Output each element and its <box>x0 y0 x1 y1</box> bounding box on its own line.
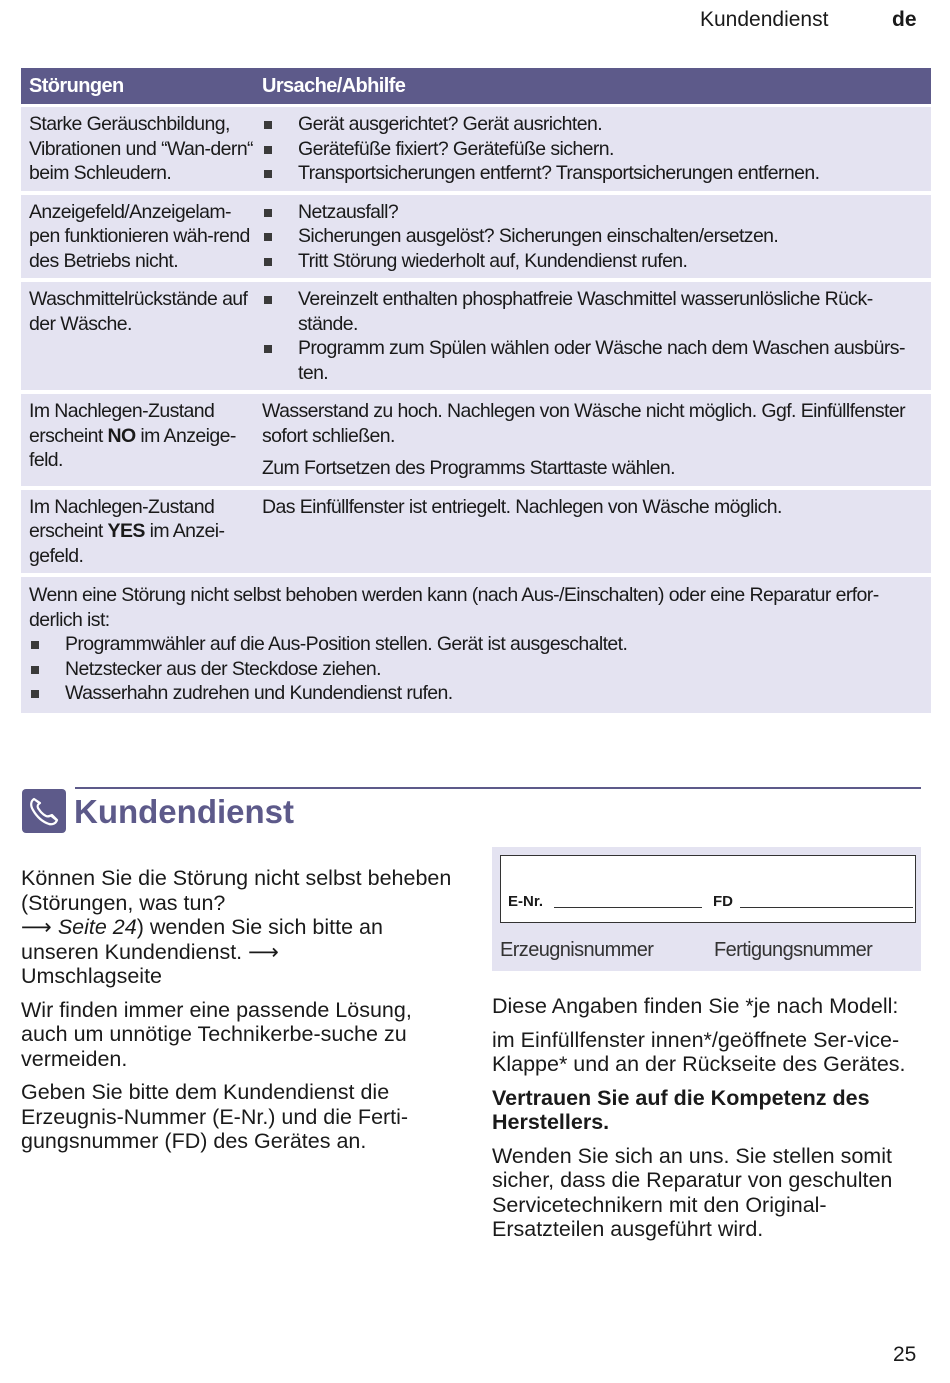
solution-paragraph: Wir finden immer eine passende Lösung, auch um unnötige Technikerbe-suche zu vermeiden. <box>21 997 412 1071</box>
table-header <box>21 68 931 104</box>
phone-icon <box>22 789 66 833</box>
product-number-caption: Erzeugnisnummer <box>500 939 654 961</box>
bullet-square-icon <box>262 112 298 137</box>
table-row <box>21 107 931 191</box>
bullet-square-icon <box>262 200 298 225</box>
table-header-problems: Störungen <box>29 74 124 97</box>
bullet-square-icon <box>262 249 298 274</box>
remedy-cell <box>262 287 931 385</box>
remedy-bullet: Netzausfall? <box>262 200 923 225</box>
troubleshooting-table <box>21 68 931 713</box>
problem-cell: Im Nachlegen-Zustand erscheint YES im Anzei-gefeld. <box>29 495 225 567</box>
footer-bullet: Netzstecker aus der Steckdose ziehen. <box>29 657 923 682</box>
numbers-paragraph: Geben Sie bitte dem Kundendienst die Erzeugnis-Nummer (E-Nr.) und die Ferti-gungsnummer (FD) des Gerätes an. <box>21 1080 409 1153</box>
remedy-bullet: Vereinzelt enthalten phosphatfreie Waschmittel wasserunlösliche Rück-stände. <box>262 287 923 336</box>
table-row <box>21 490 931 574</box>
left-column <box>21 866 461 1163</box>
problem-cell: Im Nachlegen-Zustand erscheint NO im Anzeige-feld. <box>29 400 236 471</box>
bullet-square-icon <box>262 287 298 336</box>
remedy-cell <box>262 112 931 186</box>
bullet-square-icon <box>29 657 65 682</box>
table-footer-note <box>21 577 931 713</box>
display-code-no: NO <box>107 424 136 447</box>
bullet-square-icon <box>262 161 298 186</box>
bullet-square-icon <box>262 137 298 162</box>
remedy-paragraph: Zum Fortsetzen des Programms Starttaste wählen. <box>262 457 675 479</box>
enr-line <box>554 907 702 908</box>
page-number: 25 <box>893 1343 917 1366</box>
section-rule <box>75 787 921 789</box>
table-row <box>21 394 931 486</box>
remedy-bullet: Tritt Störung wiederholt auf, Kundendienst rufen. <box>262 249 923 274</box>
problem-cell: Anzeigefeld/Anzeigelam-pen funktionieren wäh-rend des Betriebs nicht. <box>29 200 250 272</box>
remedy-cell <box>262 200 931 274</box>
remedy-bullet: Gerätefüße fixiert? Gerätefüße sichern. <box>262 137 923 162</box>
contact-paragraph: Wenden Sie sich an uns. Sie stellen somit sicher, dass die Reparatur von geschulten Servicetechnikern mit den Original-Ersatzteilen ausgeführt wird. <box>492 1143 893 1241</box>
trust-heading: Vertrauen Sie auf die Kompetenz des Herstellers. <box>492 1085 870 1134</box>
right-column <box>492 994 922 1251</box>
bullet-square-icon <box>262 336 298 385</box>
fd-label: FD <box>713 893 733 910</box>
intro-paragraph: Können Sie die Störung nicht selbst beheben (Störungen, was tun? ⟶ Seite 24) wenden Sie sich bitte an unseren Kundendienst. ⟶ Umschlagseite <box>21 866 452 988</box>
rating-label-plate <box>500 855 916 923</box>
location-paragraph: im Einfüllfenster innen*/geöffnete Ser-vice-Klappe* und an der Rückseite des Gerätes. <box>492 1027 906 1076</box>
remedy-bullet: Gerät ausgerichtet? Gerät ausrichten. <box>262 112 923 137</box>
arrow-icon: ⟶ <box>21 915 52 939</box>
problem-cell: Waschmittelrückstände auf der Wäsche. <box>29 288 248 335</box>
production-number-caption: Fertigungsnummer <box>714 939 873 961</box>
display-code-yes: YES <box>107 520 145 542</box>
rating-label-illustration <box>492 847 921 971</box>
cover-page-reference[interactable]: Umschlagseite <box>21 964 162 988</box>
bullet-square-icon <box>29 632 65 657</box>
page-reference-link[interactable]: Seite 24 <box>57 915 137 939</box>
table-header-cause-remedy: Ursache/Abhilfe <box>262 74 406 97</box>
footer-bullet: Wasserhahn zudrehen und Kundendienst rufen. <box>29 681 923 706</box>
remedy-paragraph: Das Einfüllfenster ist entriegelt. Nachlegen von Wäsche möglich. <box>262 495 782 518</box>
table-row <box>21 282 931 390</box>
remedy-bullet: Programm zum Spülen wählen oder Wäsche nach dem Waschen ausbürs-ten. <box>262 336 923 385</box>
enr-label: E-Nr. <box>508 893 544 910</box>
table-row <box>21 195 931 279</box>
remedy-bullet: Transportsicherungen entfernt? Transportsicherungen entfernen. <box>262 161 923 186</box>
remedy-bullet: Sicherungen ausgelöst? Sicherungen einschalten/ersetzen. <box>262 224 923 249</box>
problem-cell: Starke Geräuschbildung, Vibrationen und “Wan-dern“ beim Schleudern. <box>29 113 253 184</box>
bullet-square-icon <box>29 681 65 706</box>
running-header-section: Kundendienst <box>700 8 829 31</box>
language-tag: de <box>892 8 917 31</box>
footer-intro: Wenn eine Störung nicht selbst behoben werden kann (nach Aus-/Einschalten) oder eine Reparatur erfor-derlich ist: <box>29 584 879 631</box>
location-intro: Diese Angaben finden Sie *je nach Modell: <box>492 994 899 1018</box>
remedy-paragraph: Wasserstand zu hoch. Nachlegen von Wäsche nicht möglich. Ggf. Einfüllfenster sofort schließen. <box>262 400 906 447</box>
arrow-icon: ⟶ <box>248 939 279 964</box>
remedy-cell <box>262 495 931 569</box>
remedy-cell <box>262 399 931 481</box>
fd-line <box>740 907 913 908</box>
section-title: Kundendienst <box>74 793 294 830</box>
bullet-square-icon <box>262 224 298 249</box>
footer-bullet: Programmwähler auf die Aus-Position stellen. Gerät ist ausgeschaltet. <box>29 632 923 657</box>
